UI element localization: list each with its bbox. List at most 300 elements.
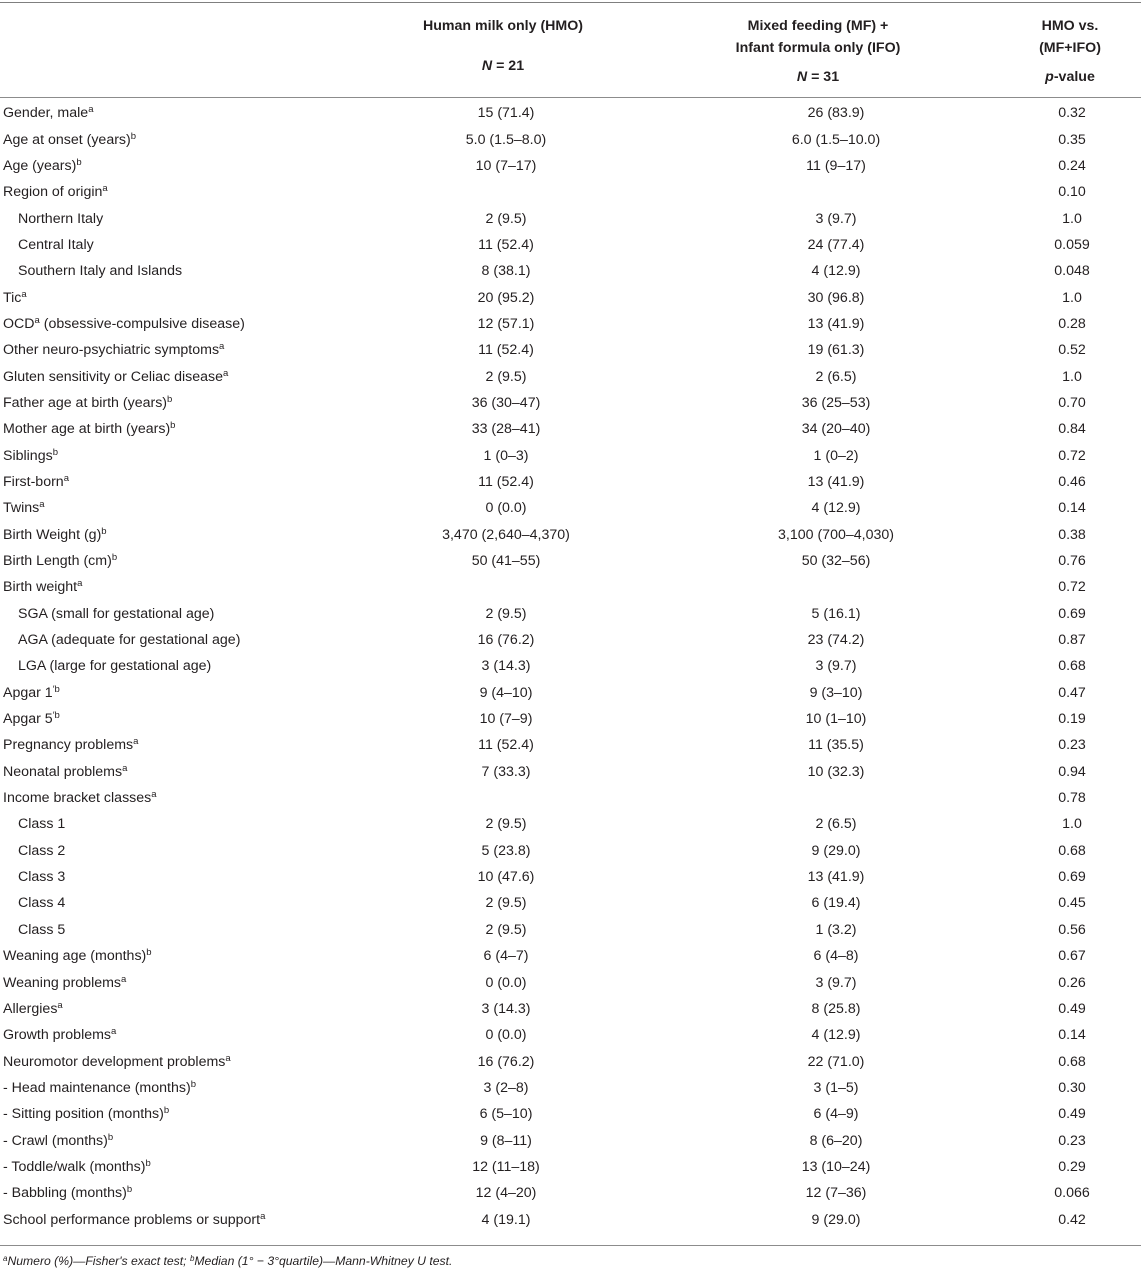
mf-ifo-value-cell: 6 (4–8) — [813, 948, 859, 965]
row-label-suffix: (obsessive-compulsive disease) — [39, 315, 245, 332]
row-label-footnote-marker: a — [77, 578, 83, 590]
p-value-cell: 0.23 — [1058, 1132, 1086, 1149]
p-value-cell: 0.94 — [1058, 763, 1086, 780]
row-label-cell — [0, 969, 343, 995]
hmo-value-cell: 1 (0–3) — [483, 447, 529, 464]
table-row — [0, 495, 1141, 521]
row-label: Apgar 5 — [3, 711, 53, 728]
row-label-cell — [0, 574, 343, 600]
row-label: Central Italy — [18, 236, 94, 253]
row-label-cell — [0, 759, 343, 785]
hmo-value-cell: 11 (52.4) — [478, 473, 534, 490]
column-header-mf-ifo-title-line2: Infant formula only (IFO) — [735, 40, 901, 56]
mf-ifo-value-cell: 5 (16.1) — [811, 605, 861, 622]
row-label-footnote-marker: b — [107, 1131, 114, 1143]
row-label-cell — [0, 1206, 343, 1232]
row-label-footnote-marker: a — [260, 1210, 266, 1222]
mf-ifo-value-cell: 10 (32.3) — [807, 763, 865, 780]
table-row — [0, 1206, 1141, 1232]
mf-ifo-value-cell: 6.0 (1.5–10.0) — [791, 131, 881, 148]
row-label: Weaning age (months) — [3, 948, 147, 965]
hmo-value-cell: 10 (7–9) — [479, 711, 533, 728]
mf-ifo-value-cell: 4 (12.9) — [811, 263, 861, 280]
row-label: Weaning problems — [3, 974, 122, 991]
row-label-cell — [0, 179, 343, 205]
row-label-cell — [0, 1022, 343, 1048]
column-header-hmo-title: Human milk only (HMO) — [422, 18, 583, 34]
p-value-cell: 0.49 — [1058, 1000, 1086, 1017]
column-header-pvalue — [1000, 15, 1140, 88]
row-label: SGA (small for gestational age) — [18, 605, 215, 622]
row-label-footnote-marker: a — [121, 973, 127, 985]
row-label-cell — [0, 1127, 343, 1153]
table-row — [0, 996, 1141, 1022]
row-label: School performance problems or support — [3, 1211, 261, 1228]
hmo-value-cell: 7 (33.3) — [481, 763, 531, 780]
table-row — [0, 205, 1141, 231]
hmo-value-cell: 2 (9.5) — [485, 816, 527, 833]
table-row — [0, 284, 1141, 310]
row-label-cell — [0, 416, 343, 442]
row-label-cell — [0, 337, 343, 363]
row-label-footnote-marker: a — [111, 1026, 117, 1038]
row-label: LGA (large for gestational age) — [18, 658, 212, 675]
table-bottom-rule — [0, 1245, 1141, 1246]
table-row — [0, 1075, 1141, 1101]
row-label-footnote-marker: b — [170, 420, 176, 432]
p-value-cell: 0.14 — [1058, 1027, 1086, 1044]
table-row — [0, 706, 1141, 732]
row-label-footnote-marker: b — [167, 393, 173, 405]
row-label-cell — [0, 1075, 343, 1101]
p-value-cell: 0.28 — [1058, 315, 1086, 332]
row-label: - Sitting position (months) — [3, 1106, 164, 1123]
hmo-value-cell: 9 (8–11) — [480, 1132, 532, 1149]
hmo-value-cell: 12 (57.1) — [477, 315, 535, 332]
hmo-value-cell: 15 (71.4) — [477, 105, 535, 122]
row-label: Gender, male — [3, 105, 89, 122]
mf-ifo-value-cell: 22 (71.0) — [807, 1053, 865, 1070]
mf-ifo-value-cell: 8 (25.8) — [811, 1000, 861, 1017]
table-row — [0, 732, 1141, 758]
row-label-footnote-marker: a — [57, 999, 63, 1011]
row-label: Class 4 — [18, 895, 66, 912]
mf-ifo-value-cell — [669, 574, 1003, 600]
row-label-cell — [0, 785, 343, 811]
table-row — [0, 337, 1141, 363]
mf-ifo-value-cell: 10 (1–10) — [805, 711, 867, 728]
row-label-footnote-marker: a — [225, 1052, 231, 1064]
hmo-value-cell: 16 (76.2) — [477, 1053, 535, 1070]
table-row — [0, 680, 1141, 706]
table-row — [0, 969, 1141, 995]
hmo-value-cell: 6 (4–7) — [483, 948, 529, 965]
row-label-footnote-marker: a — [223, 367, 229, 379]
column-header-pvalue-line2: (MF+IFO) — [1039, 40, 1101, 56]
p-value-cell: 0.87 — [1058, 632, 1086, 649]
row-label-cell — [0, 653, 343, 679]
p-value-cell: 0.72 — [1058, 579, 1086, 596]
mf-ifo-value-cell: 11 (9–17) — [806, 157, 866, 174]
p-value-cell: 0.70 — [1058, 394, 1086, 411]
row-label-footnote-marker: b — [145, 1157, 151, 1169]
hmo-value-cell: 12 (4–20) — [475, 1185, 537, 1202]
mf-ifo-value-cell: 4 (12.9) — [811, 500, 861, 517]
row-label-footnote-marker: ′b — [52, 710, 60, 722]
row-label: Neuromotor development problems — [3, 1053, 226, 1070]
p-value-cell: 0.76 — [1058, 553, 1086, 570]
mf-ifo-value-cell: 1 (0–2) — [813, 447, 859, 464]
hmo-value-cell: 11 (52.4) — [478, 342, 534, 359]
hmo-value-cell: 3,470 (2,640–4,370) — [442, 526, 570, 543]
mf-ifo-value-cell: 13 (41.9) — [807, 473, 865, 490]
mf-ifo-value-cell: 9 (29.0) — [811, 842, 861, 859]
hmo-value-cell: 10 (7–17) — [475, 157, 537, 174]
hmo-value-cell: 50 (41–55) — [471, 553, 541, 570]
hmo-value-cell: 12 (11–18) — [472, 1158, 540, 1175]
p-value-cell: 1.0 — [1062, 210, 1082, 227]
mf-ifo-value-cell: 13 (41.9) — [807, 869, 865, 886]
hmo-value-cell: 33 (28–41) — [471, 421, 541, 438]
row-label: Birth weight — [3, 579, 78, 596]
mf-ifo-value-cell: 13 (41.9) — [807, 315, 865, 332]
table-row — [0, 917, 1141, 943]
p-value-cell: 0.69 — [1058, 605, 1086, 622]
mf-ifo-value-cell: 9 (29.0) — [811, 1211, 861, 1228]
row-label-footnote-marker: b — [101, 525, 107, 537]
row-label: Class 5 — [18, 921, 66, 938]
column-header-mf-ifo-title-line1: Mixed feeding (MF) + — [747, 18, 889, 34]
row-label: Apgar 1 — [3, 684, 53, 701]
row-label-cell — [0, 100, 343, 126]
mf-ifo-value-cell: 12 (7–36) — [805, 1185, 867, 1202]
row-label: Southern Italy and Islands — [18, 263, 183, 280]
mf-ifo-value-cell: 11 (35.5) — [808, 737, 864, 754]
table-footnote: $^a$Numero (%)—Fisher's exact test; $^b$Median (1° − 3°quartile)—Mann-Whitney U test. — [3, 1254, 453, 1268]
p-value-cell: 0.23 — [1058, 737, 1086, 754]
row-label: OCD — [3, 315, 35, 332]
row-label: Income bracket classes — [3, 790, 152, 807]
hmo-value-cell: 20 (95.2) — [477, 289, 535, 306]
p-value-cell: 0.42 — [1058, 1211, 1086, 1228]
table-row — [0, 627, 1141, 653]
p-value-cell: 0.32 — [1058, 105, 1086, 122]
row-label-cell — [0, 627, 343, 653]
p-value-cell: 1.0 — [1062, 289, 1082, 306]
mf-ifo-value-cell: 6 (19.4) — [811, 895, 861, 912]
table-row — [0, 469, 1141, 495]
mf-ifo-value-cell: 8 (6–20) — [809, 1132, 863, 1149]
table-row — [0, 442, 1141, 468]
mf-ifo-value-cell: 23 (74.2) — [807, 632, 865, 649]
table-row — [0, 311, 1141, 337]
row-label: Class 1 — [18, 816, 66, 833]
p-value-cell: 0.30 — [1058, 1079, 1086, 1096]
table-row — [0, 363, 1141, 389]
table-row — [0, 258, 1141, 284]
row-label-footnote-marker: b — [130, 130, 137, 142]
row-label-footnote-marker: b — [126, 1184, 133, 1196]
p-value-cell: 0.10 — [1058, 184, 1086, 201]
row-label-footnote-marker: ′b — [52, 683, 60, 695]
row-label-cell — [0, 811, 343, 837]
table-row — [0, 811, 1141, 837]
p-value-cell: 0.24 — [1058, 157, 1086, 174]
row-label: Neonatal problems — [3, 763, 123, 780]
p-value-cell: 1.0 — [1062, 368, 1082, 385]
table-row — [0, 601, 1141, 627]
row-label: - Crawl (months) — [3, 1132, 108, 1149]
row-label-cell — [0, 469, 343, 495]
row-label-cell — [0, 1154, 343, 1180]
row-label: Birth Weight (g) — [3, 526, 102, 543]
p-value-cell: 0.19 — [1058, 711, 1086, 728]
table-row — [0, 548, 1141, 574]
table-row — [0, 943, 1141, 969]
row-label-cell — [0, 706, 343, 732]
row-label: Allergies — [3, 1000, 58, 1017]
row-label: Age at onset (years) — [3, 131, 131, 148]
row-label-footnote-marker: a — [21, 288, 27, 300]
row-label-cell — [0, 258, 343, 284]
p-value-cell: 0.46 — [1058, 473, 1086, 490]
row-label: Growth problems — [3, 1027, 112, 1044]
row-label: Gluten sensitivity or Celiac disease — [3, 368, 224, 385]
row-label: Twins — [3, 500, 40, 517]
row-label-cell — [0, 996, 343, 1022]
hmo-value-cell: 10 (47.6) — [477, 869, 535, 886]
mf-ifo-value-cell: 26 (83.9) — [807, 105, 865, 122]
mf-ifo-value-cell — [669, 179, 1003, 205]
mf-ifo-value-cell: 36 (25–53) — [801, 394, 871, 411]
mf-ifo-value-cell: 24 (77.4) — [807, 236, 865, 253]
table-row — [0, 179, 1141, 205]
row-label: Class 2 — [18, 842, 66, 859]
row-label: Siblings — [3, 447, 53, 464]
row-label: AGA (adequate for gestational age) — [18, 632, 241, 649]
row-label-cell — [0, 1101, 343, 1127]
table-row — [0, 890, 1141, 916]
table-row — [0, 1180, 1141, 1206]
hmo-value-cell: 2 (9.5) — [485, 921, 527, 938]
table-row — [0, 126, 1141, 152]
row-label-footnote-marker: b — [163, 1105, 170, 1117]
row-label: Region of origin — [3, 184, 103, 201]
table-row — [0, 1154, 1141, 1180]
column-header-mf-ifo-n: N = 31 — [796, 69, 840, 85]
p-value-cell: 1.0 — [1062, 816, 1082, 833]
table-row — [0, 522, 1141, 548]
row-label-cell — [0, 864, 343, 890]
column-header-pvalue-label: p-value — [1045, 69, 1095, 85]
mf-ifo-value-cell: 9 (3–10) — [809, 684, 863, 701]
row-label: Father age at birth (years) — [3, 394, 168, 411]
column-header-mf-ifo — [668, 15, 968, 88]
table-row — [0, 574, 1141, 600]
table-top-rule — [0, 2, 1141, 3]
row-label-cell — [0, 495, 343, 521]
row-label: First-born — [3, 473, 64, 490]
p-value-cell: 0.68 — [1058, 1053, 1086, 1070]
hmo-value-cell: 11 (52.4) — [478, 737, 534, 754]
table-row — [0, 1101, 1141, 1127]
row-label-cell — [0, 1180, 343, 1206]
p-value-cell: 0.066 — [1054, 1185, 1090, 1202]
row-label-footnote-marker: b — [76, 156, 82, 168]
mf-ifo-value-cell: 4 (12.9) — [811, 1027, 861, 1044]
table-row — [0, 1127, 1141, 1153]
p-value-cell: 0.35 — [1058, 131, 1086, 148]
hmo-value-cell: 0 (0.0) — [485, 1027, 527, 1044]
row-label-cell — [0, 943, 343, 969]
row-label-footnote-marker: a — [151, 789, 157, 801]
p-value-cell: 0.72 — [1058, 447, 1086, 464]
hmo-value-cell — [343, 179, 669, 205]
p-value-cell: 0.56 — [1058, 921, 1086, 938]
mf-ifo-value-cell — [669, 785, 1003, 811]
p-value-cell: 0.68 — [1058, 658, 1086, 675]
row-label: Northern Italy — [18, 210, 104, 227]
mf-ifo-value-cell: 13 (10–24) — [801, 1158, 871, 1175]
row-label-cell — [0, 390, 343, 416]
row-label-footnote-marker: a — [122, 762, 128, 774]
row-label-cell — [0, 838, 343, 864]
row-label: - Head maintenance (months) — [3, 1079, 191, 1096]
mf-ifo-value-cell: 34 (20–40) — [801, 421, 871, 438]
row-label-cell — [0, 917, 343, 943]
row-label: Other neuro-psychiatric symptoms — [3, 342, 220, 359]
table-body — [0, 100, 1141, 1233]
row-label-cell — [0, 232, 343, 258]
p-value-cell: 0.26 — [1058, 974, 1086, 991]
p-value-cell: 0.45 — [1058, 895, 1086, 912]
hmo-value-cell: 0 (0.0) — [485, 974, 527, 991]
mf-ifo-value-cell: 3 (1–5) — [813, 1079, 859, 1096]
mf-ifo-value-cell: 6 (4–9) — [813, 1106, 859, 1123]
data-table — [0, 100, 1141, 1233]
hmo-value-cell: 2 (9.5) — [485, 895, 527, 912]
hmo-value-cell: 5.0 (1.5–8.0) — [465, 131, 547, 148]
mf-ifo-value-cell: 1 (3.2) — [815, 921, 857, 938]
p-value-cell: 0.84 — [1058, 421, 1086, 438]
row-label: Age (years) — [3, 157, 77, 174]
table-row — [0, 153, 1141, 179]
row-label-footnote-marker: a — [34, 314, 40, 326]
table-row — [0, 759, 1141, 785]
row-label-footnote-marker: b — [190, 1078, 196, 1090]
mf-ifo-value-cell: 2 (6.5) — [815, 816, 857, 833]
row-label-cell — [0, 284, 343, 310]
column-header-pvalue-line1: HMO vs. — [1041, 18, 1099, 34]
hmo-value-cell: 9 (4–10) — [479, 684, 533, 701]
hmo-value-cell: 0 (0.0) — [485, 500, 527, 517]
mf-ifo-value-cell: 3 (9.7) — [815, 210, 857, 227]
p-value-cell: 0.14 — [1058, 500, 1086, 517]
hmo-value-cell: 36 (30–47) — [471, 394, 541, 411]
row-label-footnote-marker: b — [111, 552, 118, 564]
column-header-hmo — [340, 15, 666, 77]
row-label-cell — [0, 1048, 343, 1074]
row-label-cell — [0, 311, 343, 337]
row-label-cell — [0, 522, 343, 548]
row-label-footnote-marker: a — [219, 341, 225, 353]
header-rule — [0, 97, 1141, 98]
p-value-cell: 0.38 — [1058, 526, 1086, 543]
table-row — [0, 864, 1141, 890]
p-value-cell: 0.67 — [1058, 948, 1086, 965]
row-label: Mother age at birth (years) — [3, 421, 171, 438]
mf-ifo-value-cell: 50 (32–56) — [801, 553, 871, 570]
mf-ifo-value-cell: 3 (9.7) — [815, 974, 857, 991]
hmo-value-cell: 2 (9.5) — [485, 210, 527, 227]
mf-ifo-value-cell: 19 (61.3) — [807, 342, 865, 359]
p-value-cell: 0.69 — [1058, 869, 1086, 886]
row-label: Pregnancy problems — [3, 737, 134, 754]
hmo-value-cell: 2 (9.5) — [485, 605, 527, 622]
row-label: Tic — [3, 289, 22, 306]
row-label-cell — [0, 205, 343, 231]
p-value-cell: 0.49 — [1058, 1106, 1086, 1123]
p-value-cell: 0.048 — [1054, 263, 1090, 280]
hmo-value-cell: 16 (76.2) — [477, 632, 535, 649]
row-label-footnote-marker: a — [39, 499, 45, 511]
column-header-hmo-n: N = 21 — [481, 58, 525, 74]
table-row — [0, 390, 1141, 416]
mf-ifo-value-cell: 2 (6.5) — [815, 368, 857, 385]
row-label: Birth Length (cm) — [3, 553, 112, 570]
hmo-value-cell: 3 (14.3) — [481, 658, 531, 675]
row-label-footnote-marker: a — [133, 736, 139, 748]
row-label-cell — [0, 732, 343, 758]
row-label-cell — [0, 680, 343, 706]
p-value-cell: 0.47 — [1058, 684, 1086, 701]
mf-ifo-value-cell: 3 (9.7) — [815, 658, 857, 675]
p-value-cell: 0.059 — [1054, 236, 1090, 253]
hmo-value-cell — [343, 574, 669, 600]
table-row — [0, 100, 1141, 126]
table-row — [0, 1022, 1141, 1048]
table-row — [0, 1048, 1141, 1074]
table-row — [0, 232, 1141, 258]
row-label: - Toddle/walk (months) — [3, 1158, 146, 1175]
row-label-cell — [0, 126, 343, 152]
p-value-cell: 0.52 — [1058, 342, 1086, 359]
table-row — [0, 785, 1141, 811]
row-label-cell — [0, 442, 343, 468]
row-label-footnote-marker: a — [88, 104, 94, 116]
table-row — [0, 838, 1141, 864]
row-label: Class 3 — [18, 869, 66, 886]
row-label-footnote-marker: a — [102, 183, 108, 195]
hmo-value-cell: 3 (14.3) — [481, 1000, 531, 1017]
row-label-cell — [0, 363, 343, 389]
mf-ifo-value-cell: 3,100 (700–4,030) — [778, 526, 894, 543]
mf-ifo-value-cell: 30 (96.8) — [807, 289, 865, 306]
row-label-footnote-marker: b — [52, 446, 58, 458]
row-label-footnote-marker: a — [63, 472, 69, 484]
row-label-cell — [0, 548, 343, 574]
hmo-value-cell: 5 (23.8) — [481, 842, 531, 859]
hmo-value-cell: 4 (19.1) — [481, 1211, 531, 1228]
row-label-cell — [0, 153, 343, 179]
p-value-cell: 0.78 — [1058, 790, 1086, 807]
hmo-value-cell: 6 (5–10) — [479, 1106, 533, 1123]
row-label-cell — [0, 890, 343, 916]
table-row — [0, 416, 1141, 442]
hmo-value-cell: 3 (2–8) — [483, 1079, 529, 1096]
p-value-cell: 0.68 — [1058, 842, 1086, 859]
row-label-footnote-marker: b — [146, 947, 152, 959]
